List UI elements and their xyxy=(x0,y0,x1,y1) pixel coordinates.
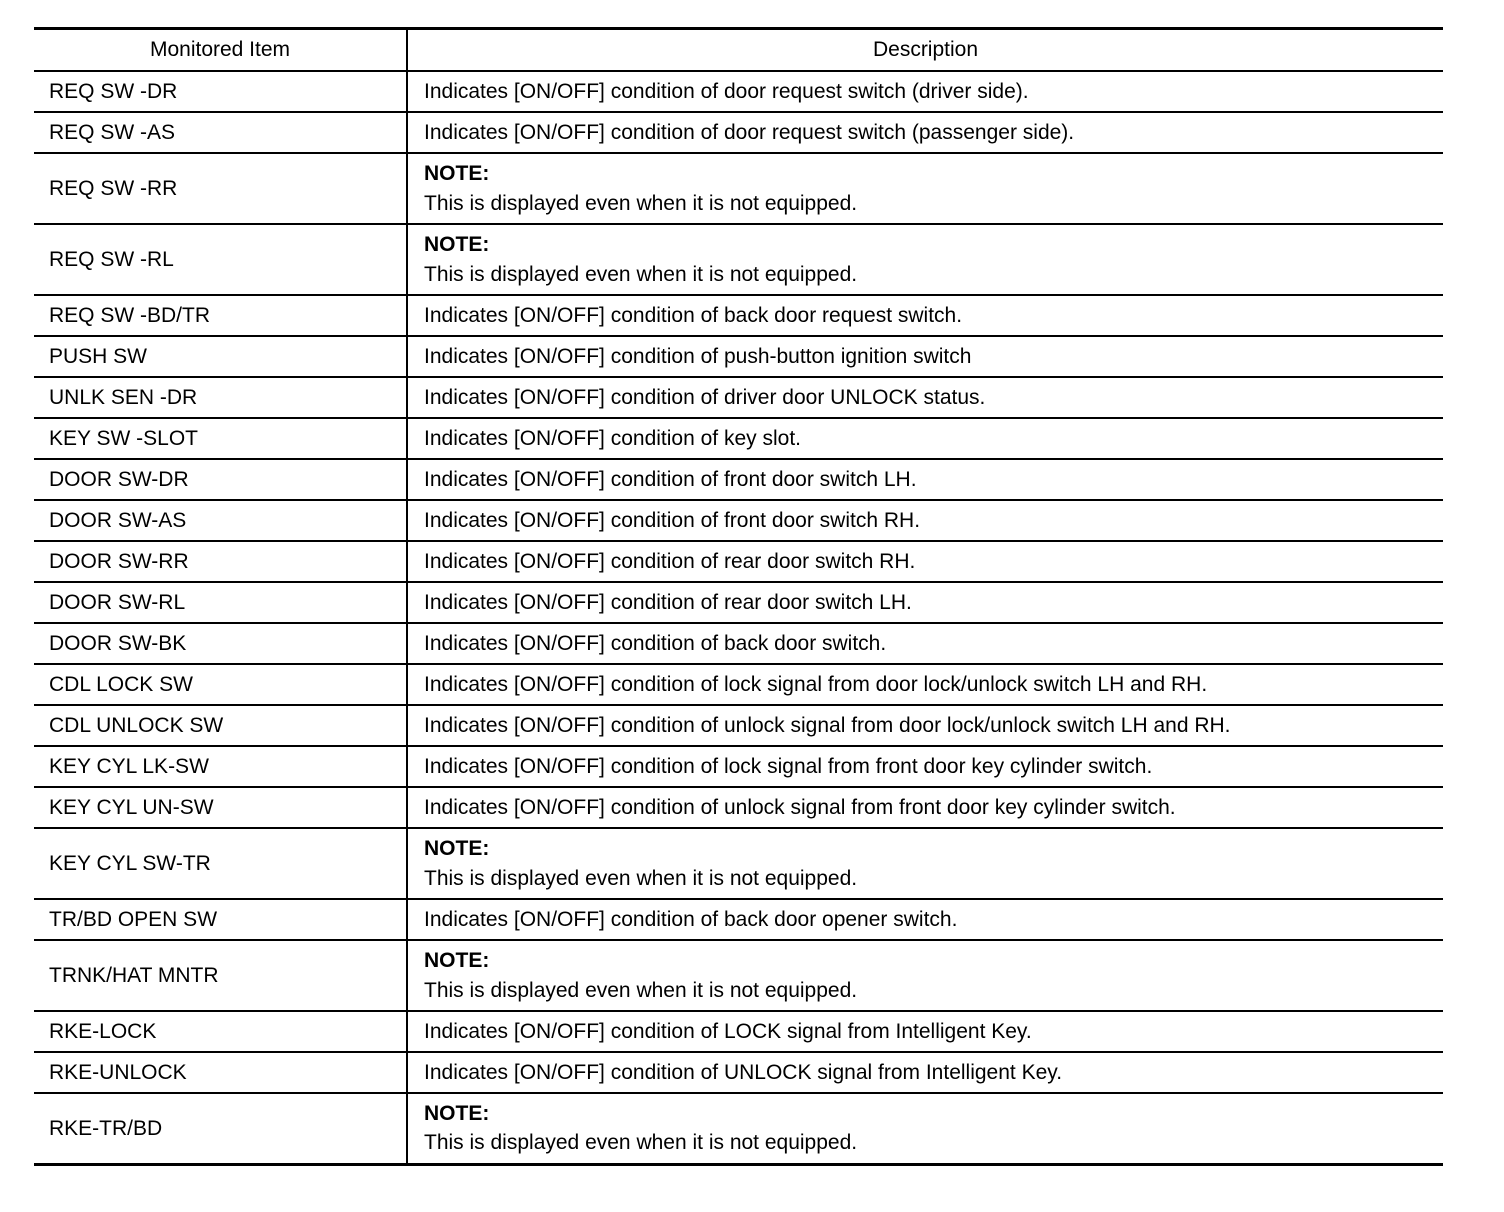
note-label: NOTE: xyxy=(424,233,490,257)
monitored-item-cell: REQ SW -AS xyxy=(34,112,407,153)
table-row xyxy=(34,940,1443,1011)
monitored-item-cell: DOOR SW-RR xyxy=(34,541,407,582)
note-label: NOTE: xyxy=(424,162,490,186)
monitored-item-cell: REQ SW -RR xyxy=(34,153,407,224)
note-label: NOTE: xyxy=(424,1101,490,1125)
note-text: This is displayed even when it is not equipped. xyxy=(424,191,858,215)
table-row xyxy=(34,541,1443,582)
description-cell xyxy=(407,224,1443,295)
description-cell: Indicates [ON/OFF] condition of front door switch RH. xyxy=(424,508,921,532)
description-cell: Indicates [ON/OFF] condition of front door switch LH. xyxy=(424,467,917,491)
monitored-item-cell: TRNK/HAT MNTR xyxy=(34,940,407,1011)
monitored-item-cell: KEY CYL UN-SW xyxy=(34,787,407,828)
description-cell xyxy=(407,1093,1443,1164)
note-text: This is displayed even when it is not equipped. xyxy=(424,1131,858,1155)
monitor-table-container xyxy=(34,27,1443,1166)
monitored-item-cell: DOOR SW-RL xyxy=(34,582,407,623)
table-row xyxy=(34,500,1443,541)
table-row xyxy=(34,787,1443,828)
table-row xyxy=(34,623,1443,664)
description-cell: Indicates [ON/OFF] condition of unlock signal from door lock/unlock switch LH and RH. xyxy=(424,713,1231,737)
note-label: NOTE: xyxy=(424,837,490,861)
table-row xyxy=(34,336,1443,377)
table-row xyxy=(34,828,1443,899)
monitored-item-cell: CDL LOCK SW xyxy=(34,664,407,705)
table-row xyxy=(34,224,1443,295)
monitored-item-cell: RKE-UNLOCK xyxy=(34,1052,407,1093)
description-cell xyxy=(407,940,1443,1011)
description-cell: Indicates [ON/OFF] condition of LOCK signal from Intelligent Key. xyxy=(424,1019,1032,1043)
monitored-item-cell: RKE-TR/BD xyxy=(34,1093,407,1164)
header-monitored-item: Monitored Item xyxy=(34,29,407,72)
monitored-item-cell: REQ SW -DR xyxy=(34,71,407,112)
table-row xyxy=(34,377,1443,418)
monitored-item-cell: KEY SW -SLOT xyxy=(34,418,407,459)
monitored-item-cell: RKE-LOCK xyxy=(34,1011,407,1052)
monitored-item-cell: UNLK SEN -DR xyxy=(34,377,407,418)
description-cell: Indicates [ON/OFF] condition of rear door switch LH. xyxy=(424,590,912,614)
monitored-item-cell: CDL UNLOCK SW xyxy=(34,705,407,746)
header-description: Description xyxy=(872,38,979,61)
description-cell: Indicates [ON/OFF] condition of unlock signal from front door key cylinder switch. xyxy=(424,795,1176,819)
monitored-item-cell: REQ SW -RL xyxy=(34,224,407,295)
table-body xyxy=(34,71,1443,1164)
monitored-item-cell: REQ SW -BD/TR xyxy=(34,295,407,336)
monitor-table xyxy=(34,27,1443,1166)
description-cell: Indicates [ON/OFF] condition of push-button ignition switch xyxy=(424,344,972,368)
description-cell: Indicates [ON/OFF] condition of door request switch (driver side). xyxy=(424,79,1029,103)
table-row xyxy=(34,1093,1443,1164)
description-cell: Indicates [ON/OFF] condition of rear door switch RH. xyxy=(424,549,916,573)
description-cell: Indicates [ON/OFF] condition of UNLOCK signal from Intelligent Key. xyxy=(424,1060,1063,1084)
description-cell: Indicates [ON/OFF] condition of lock signal from door lock/unlock switch LH and RH. xyxy=(424,672,1208,696)
table-row xyxy=(34,295,1443,336)
table-header xyxy=(34,29,1443,72)
table-row xyxy=(34,1052,1443,1093)
monitored-item-cell: KEY CYL SW-TR xyxy=(34,828,407,899)
table-row xyxy=(34,153,1443,224)
table-row xyxy=(34,1011,1443,1052)
monitored-item-cell: DOOR SW-DR xyxy=(34,459,407,500)
monitored-item-cell: DOOR SW-AS xyxy=(34,500,407,541)
description-cell xyxy=(407,828,1443,899)
description-cell xyxy=(407,153,1443,224)
monitored-item-cell: DOOR SW-BK xyxy=(34,623,407,664)
description-cell: Indicates [ON/OFF] condition of back door switch. xyxy=(424,631,887,655)
table-row xyxy=(34,459,1443,500)
description-cell: Indicates [ON/OFF] condition of driver door UNLOCK status. xyxy=(424,385,986,409)
description-cell: Indicates [ON/OFF] condition of back door request switch. xyxy=(424,303,963,327)
table-row xyxy=(34,582,1443,623)
table-row xyxy=(34,899,1443,940)
table-row xyxy=(34,746,1443,787)
description-cell: Indicates [ON/OFF] condition of back door opener switch. xyxy=(424,907,958,931)
table-row xyxy=(34,71,1443,112)
note-text: This is displayed even when it is not equipped. xyxy=(424,978,858,1002)
table-row xyxy=(34,112,1443,153)
table-row xyxy=(34,705,1443,746)
monitored-item-cell: TR/BD OPEN SW xyxy=(34,899,407,940)
monitored-item-cell: KEY CYL LK-SW xyxy=(34,746,407,787)
note-text: This is displayed even when it is not equipped. xyxy=(424,866,858,890)
note-label: NOTE: xyxy=(424,949,490,973)
note-text: This is displayed even when it is not equipped. xyxy=(424,262,858,286)
header-row xyxy=(34,29,1443,72)
table-row xyxy=(34,418,1443,459)
monitored-item-cell: PUSH SW xyxy=(34,336,407,377)
description-cell: Indicates [ON/OFF] condition of lock signal from front door key cylinder switch. xyxy=(424,754,1153,778)
description-cell: Indicates [ON/OFF] condition of key slot. xyxy=(424,426,801,450)
description-cell: Indicates [ON/OFF] condition of door request switch (passenger side). xyxy=(424,120,1075,144)
table-row xyxy=(34,664,1443,705)
